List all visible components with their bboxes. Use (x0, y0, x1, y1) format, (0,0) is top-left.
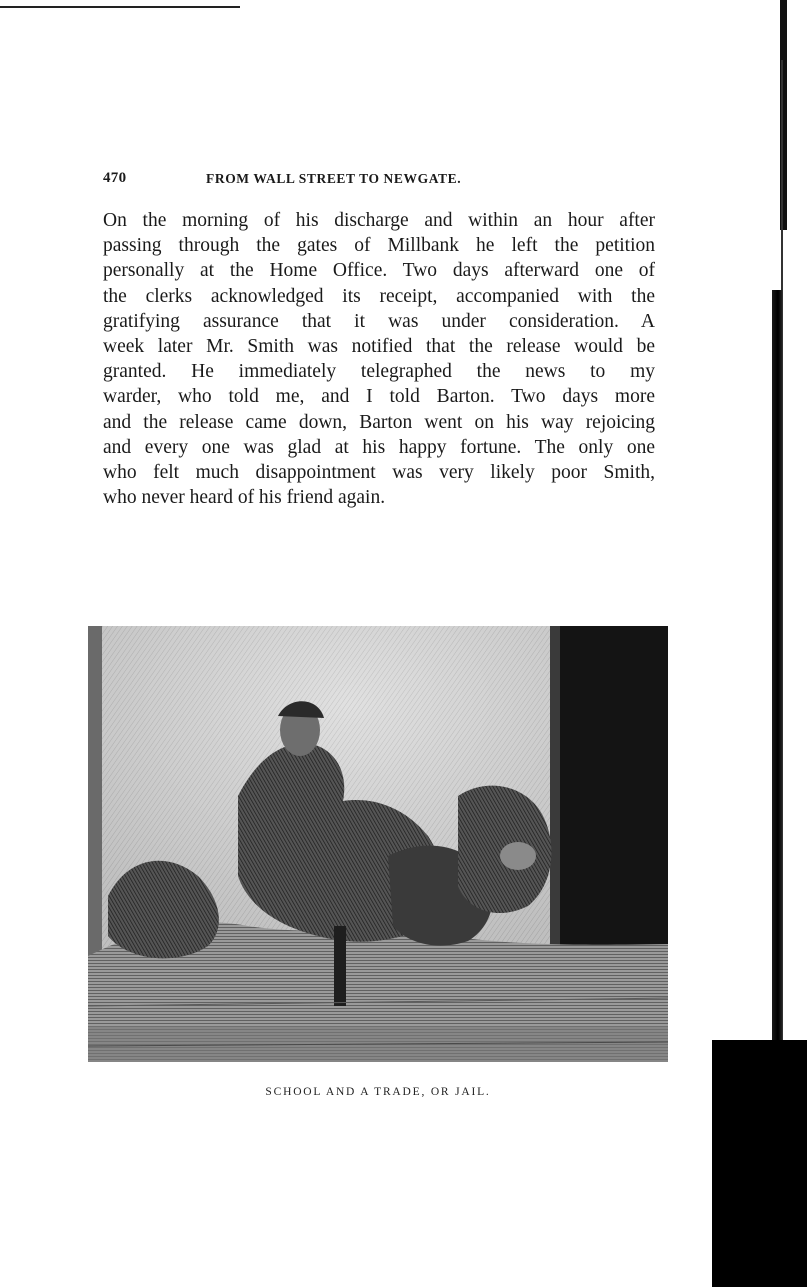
text-line: the clerks acknowledged its receipt, accompanied with the (103, 285, 655, 307)
text-line: granted. He immediately telegraphed the news to my (103, 361, 655, 383)
text-line: passing through the gates of Millbank he left the petition (103, 235, 655, 257)
scan-edge-shadow (772, 290, 782, 1050)
body-paragraph (103, 208, 655, 510)
figure-caption: SCHOOL AND A TRADE, OR JAIL. (265, 1086, 491, 1098)
figure-face-right (500, 842, 536, 870)
text-line: On the morning of his discharge and within an hour after (103, 210, 655, 231)
scan-top-rule (0, 6, 240, 8)
text-line: week later Mr. Smith was notified that the release would be (103, 336, 655, 358)
text-line: who never heard of his friend again. (103, 487, 386, 509)
text-line: personally at the Home Office. Two days afterward one of (103, 260, 655, 282)
text-line: gratifying assurance that it was under consideration. A (103, 310, 655, 332)
text-line: and the release came down, Barton went on his way rejoicing (103, 411, 655, 433)
text-line: and every one was glad at his happy fortune. The only one (103, 436, 655, 458)
running-head (103, 170, 555, 192)
page-number: 470 (103, 170, 127, 186)
dark-doorway (556, 626, 668, 966)
engraving-drawing (88, 626, 668, 1062)
text-line: who felt much disappointment was very likely poor Smith, (103, 462, 655, 484)
scan-edge-shadow (712, 1040, 807, 1287)
door-frame (550, 626, 560, 966)
running-title: FROM WALL STREET TO NEWGATE. (206, 171, 462, 186)
text-line: warder, who told me, and I told Barton. Two days more (103, 386, 655, 408)
engraving-illustration (88, 626, 668, 1062)
floor-object (334, 926, 346, 1006)
